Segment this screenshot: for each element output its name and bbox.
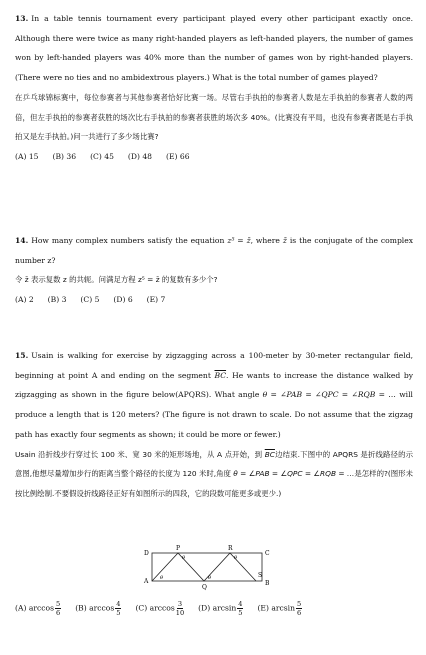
translation-part: 是怎样的?(图形未按比例绘制.不要假设折线路径正好有如图所示的四段，它的段数可能更多或更少.) — [15, 469, 413, 498]
choice-label: (A) — [15, 603, 27, 613]
angle-expression: θ = ∠PAB = ∠QPC = ∠RQB = … — [262, 390, 396, 400]
theta-label: θ — [234, 555, 238, 561]
problem-14 — [15, 231, 413, 310]
numerator: 5 — [296, 600, 302, 608]
function-name: arccos — [28, 603, 54, 613]
choice-c: (C) 45 — [90, 151, 114, 161]
theta-label: θ — [208, 575, 212, 581]
denominator: 5 — [238, 609, 243, 617]
label-p: P — [176, 545, 181, 552]
problem-13-translation: 在乒乓球锦标赛中，每位参赛者与其他参赛者恰好比赛一场。尽管右手执拍的参赛者人数是左手执拍的参赛者人数的两倍，但左手执拍的参赛者获胜的场次比右手执拍的参赛者获胜的场次多 40%。(比赛没有平局，也没有参赛者既是右手执拍又是左手执拍。)问一共进行了多少场比赛? — [15, 92, 413, 142]
problem-14-statement-part: , where — [250, 236, 280, 245]
label-r: R — [228, 545, 233, 552]
problem-14-text — [15, 231, 413, 270]
fraction — [176, 600, 184, 617]
choice-e — [257, 600, 302, 617]
translation-part: 边结束.下图中的 APQRS 是折线路径的示意图,他想尽量增加步行的距离当整个路径的长度为 120 米时,角度 — [15, 449, 413, 479]
denominator: 10 — [175, 609, 185, 617]
conjugate-symbol: z̄ — [282, 236, 287, 245]
problem-15 — [15, 346, 413, 504]
choice-label: (B) — [75, 603, 87, 613]
segment-bc: $\overline{BC}$ — [214, 370, 227, 380]
problem-15-statement-part: will produce a length that is 120 meters? (The figure is not drawn to scale. Do not assume that the zigzag path has exactly four segments as shown; it could be more or fewer.) — [15, 390, 413, 439]
fraction — [55, 600, 61, 617]
problem-number: 13. — [15, 14, 29, 23]
problem-15-statement-part: . He wants to increase the distance walked by zigzagging as shown in the figure below(APQRS). What angle — [15, 370, 413, 400]
function-name: arcsin — [271, 603, 295, 613]
problem-14-statement-part: is the conjugate of the complex number z? — [15, 236, 414, 265]
zigzag-figure — [138, 545, 278, 593]
choice-d: (D) 48 — [127, 151, 152, 161]
label-s: S — [258, 572, 263, 579]
label-a: A — [144, 578, 149, 585]
problem-15-translation — [15, 445, 413, 504]
problem-14-translation: 令 z̄ 表示复数 z 的共轭。问满足方程 z⁵ = z̄ 的复数有多少个? — [15, 275, 218, 285]
numerator: 4 — [116, 600, 121, 608]
choice-c — [135, 600, 184, 617]
fraction — [237, 600, 243, 617]
problem-number: 14. — [15, 236, 29, 245]
fraction — [296, 600, 302, 617]
zigzag-path — [152, 553, 256, 581]
choice-d: (D) 6 — [113, 295, 133, 305]
choice-label: (D) — [198, 603, 211, 613]
label-c: C — [265, 550, 270, 557]
answer-choices — [15, 600, 413, 617]
denominator: 6 — [296, 609, 302, 617]
label-q: Q — [202, 584, 207, 591]
problem-13-text — [15, 9, 413, 88]
problem-13 — [15, 9, 413, 167]
numerator: 3 — [177, 600, 183, 608]
choice-a: (A) 15 — [15, 151, 39, 161]
label-d: D — [144, 550, 149, 557]
problem-15-text — [15, 346, 413, 445]
theta-label: θ — [160, 575, 164, 581]
equation: z⁵ = z̄ — [227, 236, 251, 245]
choice-e: (E) 66 — [166, 151, 190, 161]
angle-expression: θ = ∠PAB = ∠QPC = ∠RQB = … — [233, 469, 355, 479]
function-name: arcsin — [212, 603, 237, 613]
fraction — [115, 600, 121, 617]
choice-b: (B) 3 — [47, 295, 67, 305]
problem-14-statement-part: How many complex numbers satisfy the equation — [31, 236, 225, 245]
segment-bc: $\overline{BC}$ — [264, 449, 275, 459]
translation-part: Usain 沿折线步行穿过长 100 米、宽 30 米的矩形场地，从 A 点开始，到 — [15, 449, 263, 459]
choice-label: (C) — [135, 603, 148, 613]
problem-13-statement: In a table tennis tournament every participant played every other participant exactly once. Although there were twice as many right-handed players as left-handed players, the number of games won by left-handed players was 40% more than the number of games won by right-handed players. (There were no ties and no ambidextrous players.) What is the total number of games played? — [15, 14, 413, 83]
denominator: 5 — [116, 609, 121, 617]
problem-number: 15. — [15, 351, 29, 360]
problem-15-statement-part: Usain is walking for exercise by zigzagging across a 100-meter by 30-meter rectangular field, beginning at point A and ending on the segment — [15, 351, 413, 380]
choice-e: (E) 7 — [146, 295, 166, 305]
function-name: arccos — [149, 603, 175, 613]
numerator: 4 — [238, 600, 243, 608]
function-name: arccos — [89, 603, 115, 613]
choice-a: (A) 2 — [15, 295, 34, 305]
denominator: 6 — [55, 609, 61, 617]
theta-label: θ — [182, 555, 186, 561]
choice-b: (B) 36 — [52, 151, 77, 161]
choice-a — [15, 600, 61, 617]
choice-label: (E) — [257, 603, 269, 613]
field-rectangle — [152, 553, 262, 581]
numerator: 5 — [55, 600, 61, 608]
answer-choices — [15, 290, 413, 310]
label-b: B — [265, 580, 270, 587]
answer-choices — [15, 147, 413, 167]
choice-d — [198, 600, 243, 617]
choice-b — [75, 600, 121, 617]
choice-c: (C) 5 — [80, 295, 100, 305]
